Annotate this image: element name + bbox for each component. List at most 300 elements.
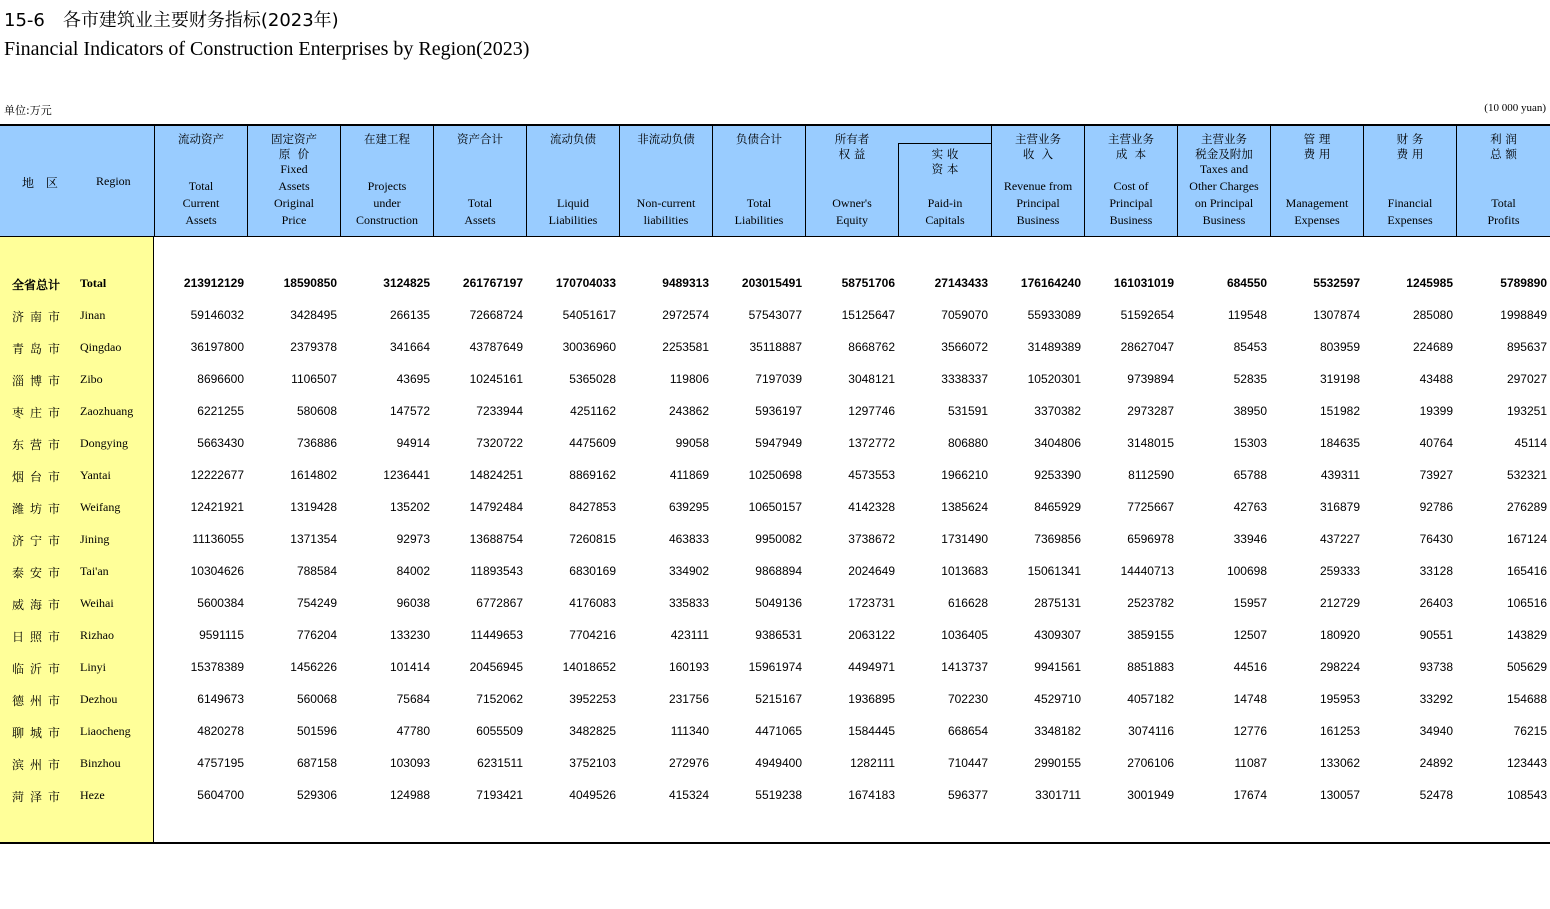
- value-cell: 243862: [668, 404, 709, 418]
- value-cell: 297027: [1506, 372, 1547, 386]
- value-cell: 106516: [1506, 596, 1547, 610]
- value-cell: 4142328: [848, 500, 895, 514]
- column-header-en: Total Liabilities: [734, 196, 784, 227]
- value-cell: 316879: [1319, 500, 1360, 514]
- value-cell: 75684: [396, 692, 430, 706]
- value-cell: 193251: [1506, 404, 1547, 418]
- value-cell: 1936895: [848, 692, 895, 706]
- value-cell: 184635: [1319, 436, 1360, 450]
- value-cell: 176164240: [1020, 276, 1081, 290]
- value-cell: 7197039: [755, 372, 802, 386]
- value-cell: 4494971: [848, 660, 895, 674]
- value-cell: 3404806: [1034, 436, 1081, 450]
- value-cell: 668654: [947, 724, 988, 738]
- table-bottom-border: [0, 842, 1550, 844]
- value-cell: 84002: [396, 564, 430, 578]
- value-cell: 3752103: [569, 756, 616, 770]
- value-cell: 1236441: [383, 468, 430, 482]
- value-cell: 15957: [1233, 596, 1267, 610]
- value-cell: 15303: [1233, 436, 1267, 450]
- value-cell: 38950: [1233, 404, 1267, 418]
- value-cell: 463833: [668, 532, 709, 546]
- column-header-8: [805, 126, 898, 237]
- column-header-en: Non-current liabilities: [636, 196, 696, 227]
- value-cell: 3566072: [941, 340, 988, 354]
- unit-label-cn: 单位:万元: [4, 104, 52, 117]
- value-cell: 94914: [396, 436, 430, 450]
- column-header-en: Liquid Liabilities: [548, 196, 598, 227]
- column-header-cn: 固定资产 原 价: [271, 132, 317, 161]
- value-cell: 1998849: [1500, 308, 1547, 322]
- value-cell: 788584: [296, 564, 337, 578]
- value-cell: 180920: [1319, 628, 1360, 642]
- value-cell: 7725667: [1127, 500, 1174, 514]
- region-name-cn: 聊城市: [12, 726, 67, 740]
- value-cell: 12507: [1233, 628, 1267, 642]
- value-cell: 54051617: [562, 308, 616, 322]
- value-cell: 3482825: [569, 724, 616, 738]
- value-cell: 4529710: [1034, 692, 1081, 706]
- value-cell: 13688754: [469, 532, 523, 546]
- value-cell: 11087: [1234, 756, 1267, 770]
- value-cell: 1371354: [290, 532, 337, 546]
- value-cell: 4251162: [570, 404, 616, 418]
- region-name-en: Zaozhuang: [80, 404, 134, 418]
- value-cell: 143829: [1506, 628, 1547, 642]
- column-header-en: Projects under Construction: [356, 179, 418, 227]
- column-header-3: [340, 126, 433, 237]
- value-cell: 4049526: [569, 788, 616, 802]
- value-cell: 1013683: [941, 564, 988, 578]
- column-header-2: [247, 126, 340, 237]
- value-cell: 5663430: [197, 436, 244, 450]
- value-cell: 4573553: [848, 468, 895, 482]
- value-cell: 4949400: [755, 756, 802, 770]
- value-cell: 15378389: [190, 660, 244, 674]
- value-cell: 42763: [1233, 500, 1267, 514]
- value-cell: 12222677: [190, 468, 244, 482]
- value-cell: 9253390: [1034, 468, 1081, 482]
- value-cell: 15961974: [748, 660, 802, 674]
- value-cell: 5519238: [755, 788, 802, 802]
- table-row: [0, 716, 1550, 748]
- region-name-en: Jinan: [80, 308, 106, 322]
- value-cell: 8851883: [1127, 660, 1174, 674]
- value-cell: 14440713: [1120, 564, 1174, 578]
- value-cell: 8668762: [848, 340, 895, 354]
- region-name-en: Weifang: [80, 500, 121, 514]
- value-cell: 616628: [947, 596, 988, 610]
- value-cell: 1385624: [941, 500, 988, 514]
- region-name-cn: 菏泽市: [12, 790, 67, 804]
- column-header-cn: 在建工程: [364, 132, 410, 146]
- value-cell: 7320722: [476, 436, 523, 450]
- value-cell: 2523782: [1127, 596, 1174, 610]
- value-cell: 7059070: [941, 308, 988, 322]
- value-cell: 803959: [1319, 340, 1360, 354]
- table-number-title-cn: 15-6 各市建筑业主要财务指标(2023年): [4, 10, 339, 31]
- column-header-cn: 流动负债: [550, 132, 596, 146]
- value-cell: 5365028: [569, 372, 616, 386]
- column-header-cn: 利 润 总 额: [1490, 132, 1517, 161]
- value-cell: 73927: [1419, 468, 1453, 482]
- value-cell: 423111: [670, 628, 709, 642]
- column-header-en: Total Profits: [1487, 196, 1520, 227]
- value-cell: 10245161: [469, 372, 523, 386]
- value-cell: 133062: [1319, 756, 1360, 770]
- value-cell: 7260815: [569, 532, 616, 546]
- column-header-11: [1084, 126, 1177, 237]
- table-row: [0, 524, 1550, 556]
- value-cell: 33292: [1419, 692, 1453, 706]
- value-cell: 147572: [389, 404, 430, 418]
- value-cell: 27143433: [934, 276, 988, 290]
- value-cell: 59146032: [190, 308, 244, 322]
- value-cell: 2253581: [662, 340, 709, 354]
- table-row: [0, 332, 1550, 364]
- value-cell: 12421921: [190, 500, 244, 514]
- value-cell: 43787649: [469, 340, 523, 354]
- region-name-cn: 临沂市: [12, 662, 67, 676]
- column-header-cn: 主营业务 收 入: [1015, 132, 1061, 161]
- value-cell: 9386531: [755, 628, 802, 642]
- value-cell: 505629: [1506, 660, 1547, 674]
- value-cell: 736886: [296, 436, 337, 450]
- value-cell: 34940: [1419, 724, 1453, 738]
- value-cell: 1456226: [290, 660, 337, 674]
- value-cell: 93738: [1419, 660, 1453, 674]
- value-cell: 4757195: [197, 756, 244, 770]
- value-cell: 341664: [389, 340, 430, 354]
- value-cell: 43488: [1419, 372, 1453, 386]
- column-header-cn: 所有者 权 益: [834, 132, 870, 161]
- value-cell: 14792484: [469, 500, 523, 514]
- region-name-en: Liaocheng: [80, 724, 131, 738]
- value-cell: 76215: [1513, 724, 1547, 738]
- value-cell: 1297746: [848, 404, 895, 418]
- value-cell: 28627047: [1120, 340, 1174, 354]
- value-cell: 7193421: [476, 788, 523, 802]
- value-cell: 161031019: [1113, 276, 1174, 290]
- value-cell: 9950082: [755, 532, 802, 546]
- value-cell: 5600384: [197, 596, 244, 610]
- value-cell: 133230: [389, 628, 430, 642]
- region-name-cn: 济宁市: [12, 534, 67, 548]
- table-row: [0, 684, 1550, 716]
- region-name-en: Qingdao: [80, 340, 122, 354]
- region-name-cn: 泰安市: [12, 566, 67, 580]
- value-cell: 14748: [1233, 692, 1267, 706]
- table-header: [0, 124, 1550, 237]
- value-cell: 3124825: [383, 276, 430, 290]
- value-cell: 165416: [1506, 564, 1547, 578]
- value-cell: 532321: [1506, 468, 1547, 482]
- value-cell: 5532597: [1313, 276, 1360, 290]
- column-header-14: [1363, 126, 1456, 237]
- column-header-en: Owner's Equity: [832, 196, 872, 227]
- value-cell: 52478: [1419, 788, 1453, 802]
- value-cell: 3428495: [290, 308, 337, 322]
- value-cell: 6221255: [197, 404, 244, 418]
- value-cell: 261767197: [462, 276, 523, 290]
- value-cell: 12776: [1233, 724, 1267, 738]
- value-cell: 266135: [389, 308, 430, 322]
- value-cell: 4471065: [755, 724, 802, 738]
- value-cell: 2379378: [290, 340, 337, 354]
- value-cell: 90551: [1419, 628, 1453, 642]
- value-cell: 1106507: [291, 372, 337, 386]
- value-cell: 161253: [1319, 724, 1360, 738]
- value-cell: 11449653: [470, 628, 523, 642]
- value-cell: 231756: [668, 692, 709, 706]
- value-cell: 1245985: [1406, 276, 1453, 290]
- value-cell: 33946: [1233, 532, 1267, 546]
- value-cell: 776204: [296, 628, 337, 642]
- value-cell: 130057: [1319, 788, 1360, 802]
- equity-subheader-line: [898, 143, 991, 144]
- table-row: [0, 780, 1550, 812]
- value-cell: 6596978: [1127, 532, 1174, 546]
- value-cell: 411869: [669, 468, 709, 482]
- value-cell: 1731490: [941, 532, 988, 546]
- value-cell: 9591115: [199, 628, 244, 642]
- value-cell: 4176083: [569, 596, 616, 610]
- table-row: [0, 652, 1550, 684]
- value-cell: 92973: [396, 532, 430, 546]
- value-cell: 5049136: [755, 596, 802, 610]
- value-cell: 8465929: [1034, 500, 1081, 514]
- table-row: [0, 588, 1550, 620]
- value-cell: 6772867: [476, 596, 523, 610]
- region-name-en: Tai'an: [80, 564, 109, 578]
- region-name-cn: 潍坊市: [12, 502, 67, 516]
- value-cell: 224689: [1412, 340, 1453, 354]
- value-cell: 14018652: [562, 660, 616, 674]
- value-cell: 1413737: [941, 660, 988, 674]
- value-cell: 9941561: [1034, 660, 1081, 674]
- value-cell: 10650157: [748, 500, 802, 514]
- value-cell: 8112590: [1128, 468, 1174, 482]
- column-header-en: Taxes and Other Charges on Principal Business: [1189, 162, 1259, 227]
- value-cell: 36197800: [190, 340, 244, 354]
- region-name-cn: 德州市: [12, 694, 67, 708]
- table-row: [0, 556, 1550, 588]
- value-cell: 529306: [296, 788, 337, 802]
- region-name-en: Binzhou: [80, 756, 121, 770]
- column-header-13: [1270, 126, 1363, 237]
- value-cell: 119548: [1227, 308, 1267, 322]
- value-cell: 2706106: [1127, 756, 1174, 770]
- value-cell: 298224: [1319, 660, 1360, 674]
- table-row: [0, 364, 1550, 396]
- value-cell: 167124: [1506, 532, 1547, 546]
- value-cell: 702230: [947, 692, 988, 706]
- value-cell: 213912129: [183, 276, 244, 290]
- value-cell: 1966210: [941, 468, 988, 482]
- value-cell: 5215167: [755, 692, 802, 706]
- value-cell: 52835: [1233, 372, 1267, 386]
- value-cell: 76430: [1419, 532, 1453, 546]
- region-name-en: Zibo: [80, 372, 103, 386]
- value-cell: 2973287: [1127, 404, 1174, 418]
- value-cell: 319198: [1319, 372, 1360, 386]
- value-cell: 30036960: [562, 340, 616, 354]
- value-cell: 96038: [396, 596, 430, 610]
- value-cell: 92786: [1419, 500, 1453, 514]
- value-cell: 8869162: [569, 468, 616, 482]
- value-cell: 684550: [1226, 276, 1267, 290]
- value-cell: 10250698: [748, 468, 802, 482]
- column-header-en: Paid-in Capitals: [925, 196, 965, 227]
- value-cell: 580608: [296, 404, 337, 418]
- value-cell: 501596: [296, 724, 337, 738]
- region-name-en: Dezhou: [80, 692, 118, 706]
- unit-label-en: (10 000 yuan): [1484, 102, 1546, 114]
- value-cell: 160193: [668, 660, 709, 674]
- column-header-7: [712, 126, 805, 237]
- region-name-cn: 日照市: [12, 630, 67, 644]
- value-cell: 276289: [1506, 500, 1547, 514]
- region-column-header: [0, 126, 154, 237]
- value-cell: 43695: [396, 372, 430, 386]
- value-cell: 212729: [1319, 596, 1360, 610]
- region-name-en: Yantai: [80, 468, 111, 482]
- value-cell: 55933089: [1027, 308, 1081, 322]
- value-cell: 203015491: [741, 276, 802, 290]
- value-cell: 437227: [1319, 532, 1360, 546]
- value-cell: 2972574: [662, 308, 709, 322]
- value-cell: 11136055: [192, 532, 244, 546]
- value-cell: 4820278: [197, 724, 244, 738]
- value-cell: 3001949: [1127, 788, 1174, 802]
- table-row: [0, 460, 1550, 492]
- value-cell: 26403: [1419, 596, 1453, 610]
- value-cell: 7233944: [476, 404, 523, 418]
- column-header-cn: 负债合计: [736, 132, 782, 146]
- value-cell: 3048121: [848, 372, 895, 386]
- value-cell: 8696600: [197, 372, 244, 386]
- region-name-en: Total: [80, 276, 107, 290]
- value-cell: 103093: [389, 756, 430, 770]
- value-cell: 687158: [296, 756, 337, 770]
- value-cell: 7704216: [569, 628, 616, 642]
- total-row: [0, 268, 1550, 300]
- value-cell: 111340: [670, 724, 709, 738]
- value-cell: 285080: [1412, 308, 1453, 322]
- value-cell: 100698: [1226, 564, 1267, 578]
- value-cell: 3738672: [848, 532, 895, 546]
- column-header-cn: 非流动负债: [637, 132, 695, 146]
- region-name-en: Heze: [80, 788, 105, 802]
- region-name-cn: 青岛市: [12, 342, 67, 356]
- value-cell: 195953: [1319, 692, 1360, 706]
- value-cell: 1614802: [290, 468, 337, 482]
- value-cell: 58751706: [841, 276, 895, 290]
- value-cell: 531591: [947, 404, 988, 418]
- column-header-en: Fixed Assets Original Price: [274, 162, 314, 227]
- table-row: [0, 396, 1550, 428]
- column-header-cn: 主营业务 税金及附加: [1195, 132, 1253, 161]
- value-cell: 31489389: [1027, 340, 1081, 354]
- value-cell: 1319428: [290, 500, 337, 514]
- value-cell: 1584445: [848, 724, 895, 738]
- value-cell: 72668724: [469, 308, 523, 322]
- value-cell: 15125647: [841, 308, 895, 322]
- value-cell: 895637: [1506, 340, 1547, 354]
- column-header-en: Financial Expenses: [1387, 196, 1433, 227]
- region-header-en: Region: [96, 174, 131, 188]
- value-cell: 439311: [1320, 468, 1360, 482]
- value-cell: 1372772: [848, 436, 895, 450]
- value-cell: 2063122: [848, 628, 895, 642]
- column-header-cn: 实 收 资 本: [931, 147, 959, 176]
- region-name-en: Rizhao: [80, 628, 114, 642]
- value-cell: 6149673: [197, 692, 244, 706]
- value-cell: 99058: [675, 436, 709, 450]
- value-cell: 101414: [389, 660, 430, 674]
- value-cell: 6830169: [569, 564, 616, 578]
- value-cell: 6055509: [476, 724, 523, 738]
- value-cell: 85453: [1233, 340, 1267, 354]
- value-cell: 9868894: [755, 564, 802, 578]
- value-cell: 596377: [947, 788, 988, 802]
- value-cell: 335833: [668, 596, 709, 610]
- column-header-1: [154, 126, 247, 237]
- column-header-en: Total Assets: [464, 196, 496, 227]
- value-cell: 33128: [1419, 564, 1453, 578]
- value-cell: 7152062: [476, 692, 523, 706]
- value-cell: 4057182: [1127, 692, 1174, 706]
- value-cell: 51592654: [1120, 308, 1174, 322]
- value-cell: 259333: [1319, 564, 1360, 578]
- region-header-cn: 地 区: [22, 176, 62, 190]
- value-cell: 24892: [1419, 756, 1453, 770]
- value-cell: 19399: [1419, 404, 1453, 418]
- value-cell: 65788: [1233, 468, 1267, 482]
- value-cell: 57543077: [748, 308, 802, 322]
- region-name-cn: 威海市: [12, 598, 67, 612]
- value-cell: 40764: [1419, 436, 1453, 450]
- column-header-cn: 流动资产: [178, 132, 224, 146]
- value-cell: 170704033: [555, 276, 616, 290]
- value-cell: 151982: [1319, 404, 1360, 418]
- value-cell: 806880: [947, 436, 988, 450]
- region-name-cn: 淄博市: [12, 374, 67, 388]
- region-name-cn: 枣庄市: [12, 406, 67, 420]
- value-cell: 1674183: [848, 788, 895, 802]
- table-row: [0, 428, 1550, 460]
- value-cell: 10520301: [1027, 372, 1081, 386]
- value-cell: 2990155: [1034, 756, 1081, 770]
- value-cell: 18590850: [283, 276, 337, 290]
- value-cell: 8427853: [569, 500, 616, 514]
- value-cell: 3074116: [1128, 724, 1174, 738]
- column-header-en: Cost of Principal Business: [1109, 179, 1153, 227]
- value-cell: 11893543: [470, 564, 523, 578]
- value-cell: 7369856: [1034, 532, 1081, 546]
- region-name-en: Dongying: [80, 436, 128, 450]
- value-cell: 3859155: [1127, 628, 1174, 642]
- value-cell: 45114: [1514, 436, 1547, 450]
- value-cell: 123443: [1506, 756, 1547, 770]
- value-cell: 44516: [1233, 660, 1267, 674]
- region-name-en: Jining: [80, 532, 110, 546]
- value-cell: 10304626: [190, 564, 244, 578]
- column-header-en: Total Current Assets: [182, 179, 220, 227]
- value-cell: 135202: [389, 500, 430, 514]
- column-header-en: Revenue from Principal Business: [1003, 179, 1073, 227]
- value-cell: 3370382: [1034, 404, 1081, 418]
